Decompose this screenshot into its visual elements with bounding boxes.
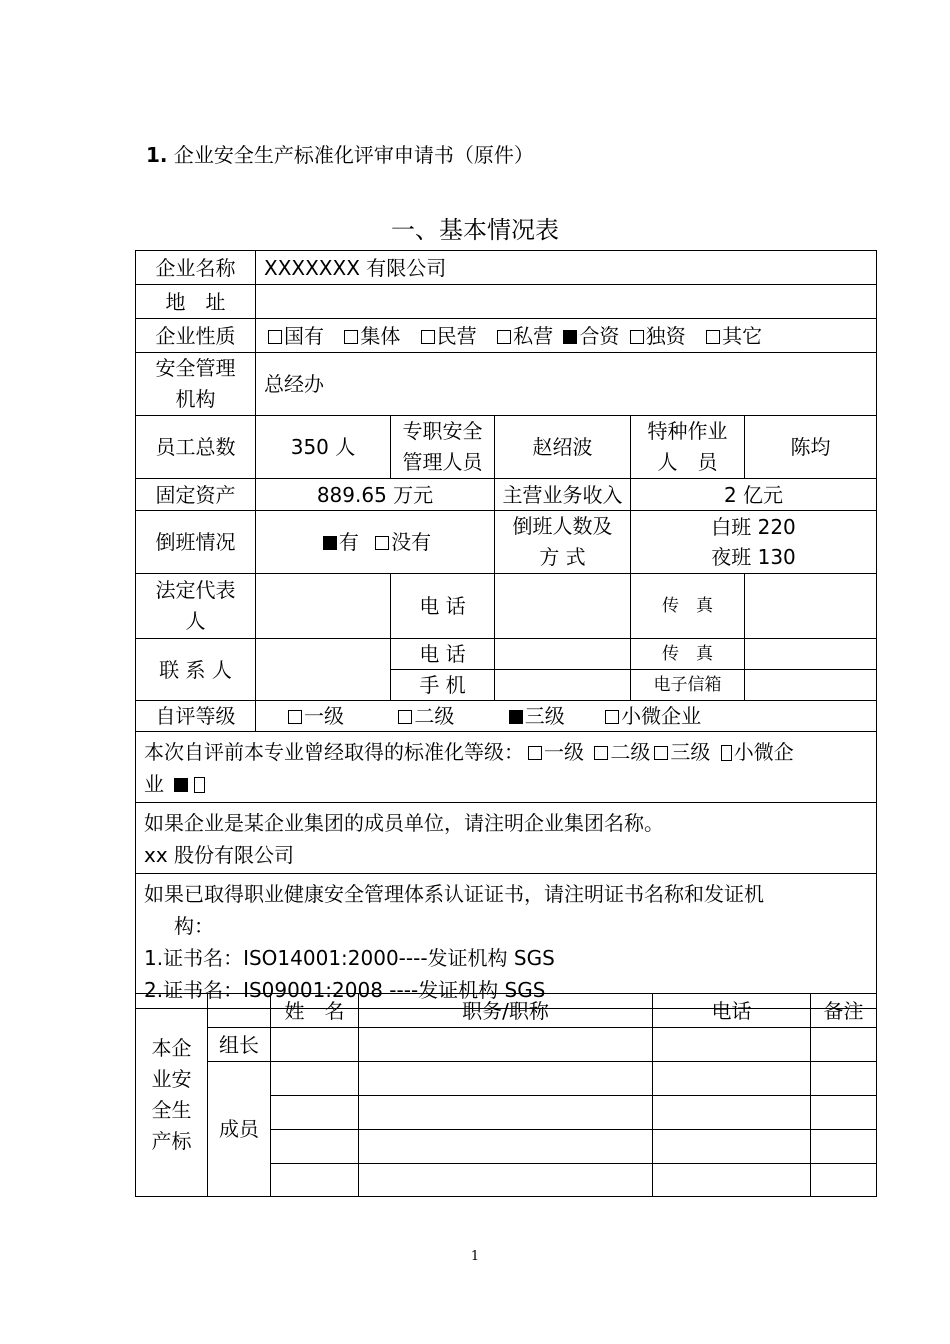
legal-rep-label (136, 574, 256, 639)
fixed-assets-value: 889.65 万元 (256, 479, 495, 511)
shift-yes-label: 有 (338, 530, 359, 554)
contact-phone-label: 电 话 (391, 639, 495, 670)
table-cell (271, 1028, 359, 1062)
certificate-section (136, 874, 877, 1009)
checkbox-filled-icon (563, 330, 577, 344)
checkbox-empty-icon (375, 536, 389, 550)
basic-info-table (135, 250, 877, 1009)
checkbox-filled-icon (509, 710, 523, 724)
phone-header: 电话 (653, 994, 811, 1028)
special-staff-label-text: 特种作业 人 员 (647, 419, 748, 474)
table-cell (653, 1028, 811, 1062)
shift-options (256, 511, 495, 574)
revenue-label: 主营业务收入 (495, 479, 631, 511)
grade-option-small (601, 701, 701, 731)
nature-option-label: 私营 (513, 323, 554, 348)
safety-staff-value: 赵绍波 (495, 416, 631, 479)
checkbox-empty-icon (421, 330, 435, 344)
checkbox-empty-icon (398, 710, 412, 724)
contact-label: 联 系 人 (136, 639, 256, 701)
fixed-assets-label: 固定资产 (136, 479, 256, 511)
previous-grade-opt3: 三级 (670, 740, 711, 764)
nature-option-label: 国有 (284, 323, 324, 348)
grade-option-2 (394, 701, 454, 731)
checkbox-empty-icon (654, 746, 668, 760)
grade-option-label: 一级 (304, 704, 344, 728)
safety-org-label (136, 353, 256, 416)
shift-people-label-text: 倒班人数及 方 式 (512, 514, 613, 569)
table-cell (653, 1130, 811, 1164)
previous-grade-opt1: 一级 (544, 740, 584, 764)
table-cell (811, 1164, 877, 1197)
cert-line2: 构： (174, 914, 214, 938)
checkbox-empty-icon (605, 710, 619, 724)
cert-item-2: 2.证书名：IS09001:2008 ----发证机构 SGS (144, 978, 546, 1002)
grade-option-label: 二级 (414, 704, 455, 728)
previous-grade-opt4: 小微企 (733, 740, 794, 764)
checkbox-empty-icon (288, 710, 302, 724)
leader-label: 组长 (208, 1028, 271, 1062)
contact-mobile-value (495, 670, 631, 701)
name-header: 姓 名 (271, 994, 359, 1028)
nature-options (256, 319, 877, 353)
previous-grade-opt2: 二级 (610, 740, 651, 764)
cert-item-1: 1.证书名：ISO14001:2000----发证机构 SGS (144, 946, 555, 970)
checkbox-empty-icon (268, 330, 282, 344)
table-cell (653, 1096, 811, 1130)
duty-header: 职务/职称 (359, 994, 653, 1028)
group-name: xx 股份有限公司 (144, 843, 295, 867)
checkbox-empty-icon (594, 746, 608, 760)
checkbox-empty-icon (706, 330, 720, 344)
table-cell (811, 1062, 877, 1096)
missing-glyph-icon (194, 777, 205, 793)
self-grade-label: 自评等级 (136, 701, 256, 732)
nature-option-joint-venture (559, 321, 619, 351)
revenue-value: 2 亿元 (631, 479, 877, 511)
contact-mobile-label: 手 机 (391, 670, 495, 701)
table-cell (271, 1130, 359, 1164)
nature-option-label: 其它 (722, 323, 763, 348)
table-cell (811, 1028, 877, 1062)
special-staff-label (631, 416, 748, 479)
table-cell (653, 1062, 811, 1096)
table-cell (359, 1164, 653, 1197)
nature-option-sole (626, 321, 686, 351)
nature-option-label: 民营 (436, 323, 477, 348)
nature-option-state (264, 321, 324, 351)
heading-text: 企业安全生产标准化评审申请书（原件） (173, 143, 534, 167)
nature-option-label: 集体 (360, 323, 401, 348)
company-name-label: 企业名称 (136, 251, 256, 285)
remark-header: 备注 (811, 994, 877, 1028)
grade-option-1 (284, 701, 344, 731)
grade-option-label: 三级 (524, 704, 565, 728)
contact-email-value (745, 670, 877, 701)
checkbox-filled-icon (174, 778, 188, 792)
table-cell (811, 1130, 877, 1164)
team-side-label (136, 994, 208, 1197)
checkbox-filled-icon (323, 536, 337, 550)
contact-phone-value (495, 639, 631, 670)
shift-day-value: 白班 220 (711, 515, 796, 539)
safety-org-label-text: 安全管理机构 (155, 356, 236, 411)
previous-grade-text: 本次自评前本专业曾经取得的标准化等级： (144, 740, 524, 764)
table-cell (811, 1096, 877, 1130)
document-heading (146, 139, 534, 168)
shift-label: 倒班情况 (136, 511, 256, 574)
team-corner-cell (208, 994, 271, 1028)
table-cell (359, 1130, 653, 1164)
group-section (136, 803, 877, 874)
contact-fax-label: 传 真 (631, 639, 745, 670)
table-cell (359, 1028, 653, 1062)
special-staff-value: 陈均 (745, 416, 877, 479)
checkbox-empty-icon (528, 746, 542, 760)
shift-night-value: 夜班 130 (711, 545, 796, 569)
member-label: 成员 (208, 1062, 271, 1197)
checkbox-empty-icon (344, 330, 358, 344)
self-grade-options (256, 701, 877, 732)
contact-email-label: 电子信箱 (631, 670, 745, 701)
safety-org-value: 总经办 (256, 353, 877, 416)
table-cell (271, 1096, 359, 1130)
checkbox-empty-icon (630, 330, 644, 344)
address-value (256, 285, 877, 319)
nature-option-private (417, 321, 477, 351)
shift-people-label (495, 511, 631, 574)
nature-option-collective (340, 321, 400, 351)
nature-label: 企业性质 (136, 319, 256, 353)
company-name-value: XXXXXXX 有限公司 (256, 251, 877, 285)
nature-option-label: 独资 (645, 323, 686, 348)
legal-rep-phone-label: 电 话 (391, 574, 495, 639)
legal-rep-fax-value (745, 574, 877, 639)
contact-value (256, 639, 391, 701)
grade-option-3 (505, 701, 565, 731)
safety-staff-label-text: 专职安全管理人员 (402, 419, 483, 474)
table-cell (653, 1164, 811, 1197)
address-label: 地 址 (136, 285, 256, 319)
nature-option-other (702, 321, 762, 351)
grade-option-label: 小微企业 (621, 704, 702, 728)
team-table (135, 993, 877, 1197)
table-cell (359, 1062, 653, 1096)
table-cell (271, 1164, 359, 1197)
group-line1: 如果企业是某企业集团的成员单位，请注明企业集团名称。 (144, 811, 664, 835)
staff-total-value: 350 人 (256, 416, 391, 479)
table-cell (271, 1062, 359, 1096)
shift-people-value (631, 511, 877, 574)
nature-option-label: 合资 (579, 323, 620, 348)
safety-staff-label (391, 416, 495, 479)
nature-option-private-run (493, 321, 553, 351)
heading-number: 1. (146, 143, 168, 167)
legal-rep-phone-value (495, 574, 631, 639)
legal-rep-label-text: 法定代表人 (155, 578, 236, 633)
legal-rep-value (256, 574, 391, 639)
table-cell (359, 1096, 653, 1130)
previous-grade-opt4-cont: 业 (144, 772, 164, 796)
staff-total-label: 员工总数 (136, 416, 256, 479)
checkbox-empty-icon (497, 330, 511, 344)
legal-rep-fax-label: 传 真 (631, 574, 745, 639)
team-side-label-text: 本企业安全生产标 (151, 1036, 192, 1153)
previous-grade-section (136, 732, 877, 803)
missing-glyph-icon (721, 745, 732, 761)
contact-fax-value (745, 639, 877, 670)
shift-no-label: 没有 (391, 530, 432, 554)
table-title: 一、基本情况表 (391, 216, 559, 244)
cert-line1: 如果已取得职业健康安全管理体系认证证书，请注明证书名称和发证机 (144, 882, 764, 906)
page-number: 1 (470, 1249, 480, 1264)
